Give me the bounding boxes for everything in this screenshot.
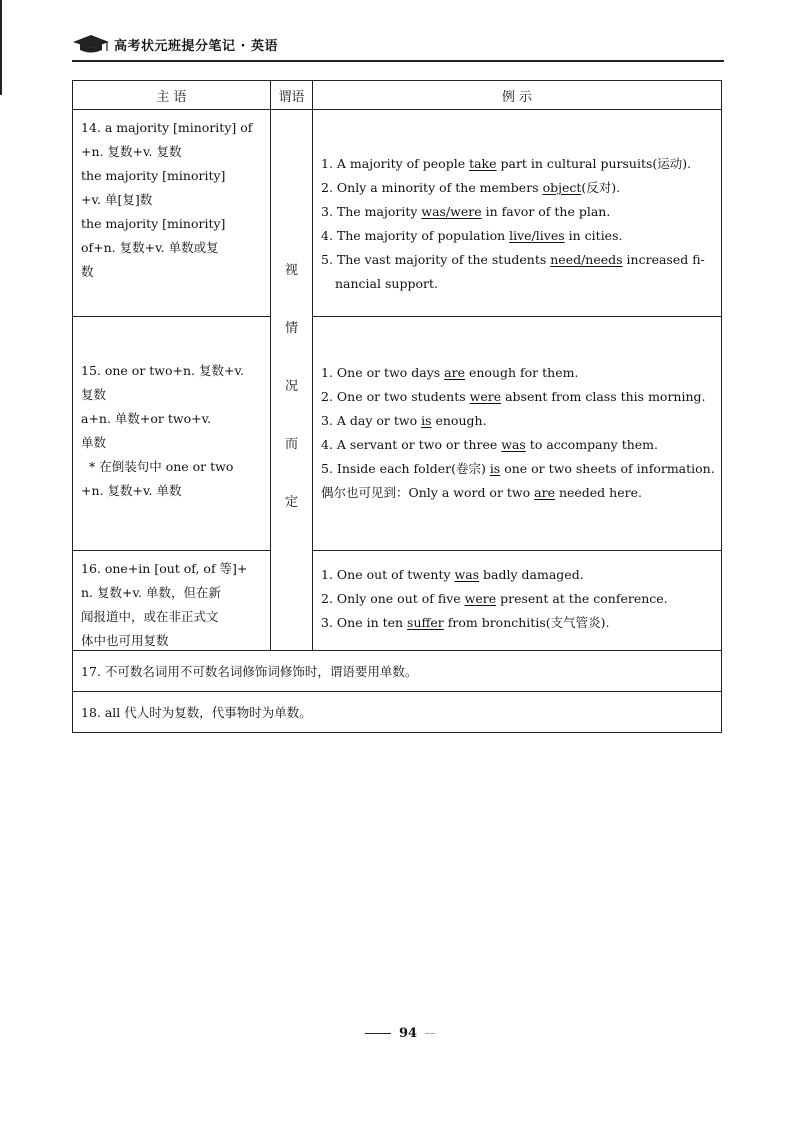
subject-line: n. 复数+v. 单数，但在新 bbox=[81, 585, 221, 600]
example-line: 5. Inside each folder(卷宗) is one or two sheets of information. bbox=[321, 461, 715, 476]
table-body bbox=[73, 110, 721, 650]
note-row-17: 17. 不可数名词用不可数名词修饰词修饰时，谓语要用单数。 bbox=[73, 650, 721, 691]
predicate-char: 定 bbox=[284, 494, 298, 510]
subject-line: +n. 复数+v. 单数 bbox=[81, 483, 182, 498]
subject-line: of+n. 复数+v. 单数或复 bbox=[81, 240, 219, 255]
example-line: 2. Only a minority of the members object(反对). bbox=[321, 180, 621, 195]
subject-line: 数 bbox=[81, 264, 94, 279]
grammar-table bbox=[72, 80, 722, 733]
subject-line: 16. one+in [out of, of 等]+ bbox=[81, 561, 248, 576]
example-line: 4. The majority of population live/lives in cities. bbox=[321, 228, 623, 243]
left-margin-rule bbox=[0, 0, 2, 95]
examples-cell-15 bbox=[313, 316, 721, 550]
graduation-cap-icon bbox=[72, 33, 110, 55]
page-number-value: 94 bbox=[398, 1026, 418, 1041]
subject-line: 单数 bbox=[81, 435, 107, 450]
subject-line: +n. 复数+v. 复数 bbox=[81, 144, 182, 159]
example-line: 3. One in ten suffer from bronchitis(支气管炎). bbox=[321, 615, 610, 630]
subject-cell-15 bbox=[73, 316, 270, 550]
header-subject: 主 语 bbox=[73, 81, 271, 109]
book-title: 高考状元班提分笔记 · 英语 bbox=[114, 38, 278, 54]
example-line: 3. The majority was/were in favor of the plan. bbox=[321, 204, 611, 219]
header-examples: 例 示 bbox=[501, 89, 533, 105]
example-line: 2. Only one out of five were present at the conference. bbox=[321, 591, 668, 606]
example-line: 2. One or two students were absent from class this morning. bbox=[321, 389, 706, 404]
example-line: 1. One or two days are enough for them. bbox=[321, 365, 579, 380]
examples-cell-16 bbox=[313, 550, 721, 650]
note-row-18: 18. all 代人时为复数，代事物时为单数。 bbox=[73, 691, 721, 732]
subject-line: 体中也可用复数 bbox=[81, 633, 169, 648]
example-line: 5. The vast majority of the students need/needs increased fi- bbox=[321, 252, 705, 267]
subject-line: the majority [minority] bbox=[81, 216, 226, 231]
example-line: 偶尔也可见到：Only a word or two are needed here. bbox=[321, 485, 642, 500]
predicate-char: 况 bbox=[284, 378, 298, 394]
subject-cell-14 bbox=[73, 110, 270, 316]
subject-line: 复数 bbox=[81, 387, 107, 402]
example-line: 4. A servant or two or three was to accompany them. bbox=[321, 437, 658, 452]
page-number-dash bbox=[425, 1033, 435, 1034]
subject-line: a+n. 单数+or two+v. bbox=[81, 411, 212, 426]
subject-line: the majority [minority] bbox=[81, 168, 226, 183]
subject-line: * 在倒装句中 one or two bbox=[89, 459, 234, 474]
examples-column bbox=[313, 110, 721, 650]
subject-line: +v. 单[复]数 bbox=[81, 192, 153, 207]
example-line: 1. One out of twenty was badly damaged. bbox=[321, 567, 584, 582]
example-line: 1. A majority of people take part in cultural pursuits(运动). bbox=[321, 156, 692, 171]
predicate-char: 情 bbox=[284, 320, 298, 336]
predicate-char: 视 bbox=[284, 262, 298, 278]
predicate-char: 而 bbox=[284, 436, 298, 452]
table-header-row bbox=[73, 81, 721, 110]
subject-line: 15. one or two+n. 复数+v. bbox=[81, 363, 245, 378]
subject-line: 闻报道中，或在非正式文 bbox=[81, 609, 219, 624]
subject-column bbox=[73, 110, 271, 650]
page-header bbox=[72, 30, 278, 58]
subject-cell-16 bbox=[73, 550, 270, 650]
examples-cell-14 bbox=[313, 110, 721, 316]
header-predicate: 谓语 bbox=[271, 81, 313, 109]
example-line: nancial support. bbox=[335, 276, 438, 291]
header-rule bbox=[72, 60, 724, 62]
example-line: 3. A day or two is enough. bbox=[321, 413, 487, 428]
subject-line: 14. a majority [minority] of bbox=[81, 120, 253, 135]
page-number bbox=[0, 1026, 800, 1041]
predicate-column bbox=[271, 110, 313, 650]
page-number-dash bbox=[365, 1033, 391, 1034]
